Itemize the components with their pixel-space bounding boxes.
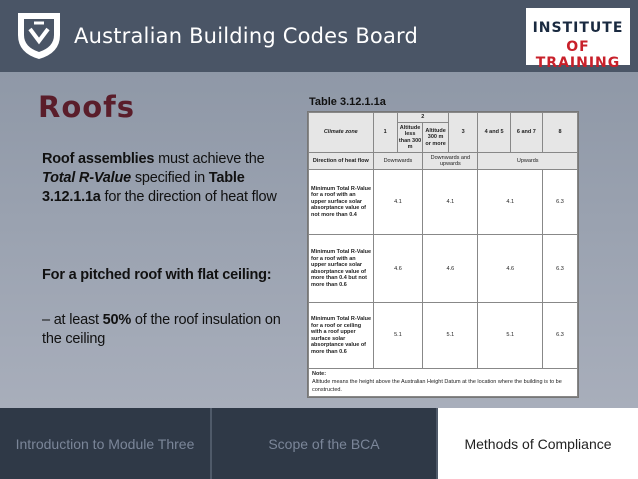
row-value: 4.6	[423, 235, 478, 303]
p3-bold: 50%	[102, 312, 132, 328]
abcb-logo-icon	[14, 9, 64, 61]
row-value: 6.3	[542, 169, 577, 234]
p1-text3: for the direction of heat flow	[100, 189, 277, 205]
note-title: Note:	[312, 371, 327, 378]
r-value-table-grid	[308, 112, 578, 397]
p1-bold: Roof assemblies	[42, 151, 155, 167]
row-label: Minimum Total R-Value for a roof with an upper surface solar absorptance value of more than 0.4 but not more than 0.6	[309, 235, 374, 303]
institute-of-training-badge	[526, 8, 630, 71]
p1-table-ref: Table 3.12.1.1a	[42, 170, 245, 205]
table-note	[309, 368, 578, 396]
row-value: 5.1	[478, 303, 543, 368]
table-note-row	[309, 368, 578, 396]
direction-upwards: Upwards	[478, 153, 578, 170]
badge-line-2: OF TRAINING	[535, 39, 621, 71]
zone-2a-header: Altitude less than 300 m	[397, 122, 423, 152]
row-value: 5.1	[373, 303, 423, 368]
direction-label: Direction of heat flow	[309, 153, 374, 170]
row-value: 4.1	[373, 169, 423, 234]
slide-title: Roofs	[38, 90, 136, 124]
slide-content	[0, 72, 638, 408]
zone-8-header: 8	[542, 113, 577, 153]
zone-2b-header: Altitude 300 m or more	[423, 122, 449, 152]
table-caption: Table 3.12.1.1a	[309, 96, 386, 108]
org-title: Australian Building Codes Board	[74, 24, 419, 48]
p3-dash: – at least	[42, 312, 103, 328]
direction-downwards: Downwards	[373, 153, 423, 170]
table-row	[309, 235, 578, 303]
header-bar	[0, 0, 638, 72]
row-value: 4.6	[478, 235, 543, 303]
direction-both: Downwards and upwards	[423, 153, 478, 170]
footer-nav	[0, 408, 638, 479]
zone-2-header: 2	[397, 113, 448, 123]
table-header-row	[309, 113, 578, 123]
direction-row	[309, 153, 578, 170]
roof-assemblies-paragraph	[42, 150, 297, 207]
note-text: Altitude means the height above the Australian Height Datum at the location where the building is to be constructed.	[312, 379, 562, 394]
badge-line-1: INSTITUTE	[532, 20, 624, 36]
row-value: 4.1	[478, 169, 543, 234]
p1-italic: Total R-Value	[42, 170, 131, 186]
zone-6-7-header: 6 and 7	[510, 113, 542, 153]
row-label: Minimum Total R-Value for a roof with an upper surface solar absorptance value of not more than 0.4	[309, 169, 374, 234]
p1-text2: specified in	[130, 170, 209, 186]
table-row	[309, 169, 578, 234]
row-value: 6.3	[542, 303, 577, 368]
insulation-paragraph	[42, 311, 292, 349]
nav-introduction[interactable]: Introduction to Module Three	[15, 435, 195, 452]
r-value-table	[307, 111, 579, 398]
pitched-roof-heading: For a pitched roof with flat ceiling:	[42, 267, 272, 283]
nav-methods-of-compliance[interactable]: Methods of Compliance	[438, 408, 638, 479]
climate-zone-header: Climate zone	[309, 113, 374, 153]
zone-3-header: 3	[448, 113, 478, 153]
row-value: 6.3	[542, 235, 577, 303]
p3-text: of the roof insulation on the ceiling	[42, 312, 281, 347]
table-row	[309, 303, 578, 368]
zone-1-header: 1	[373, 113, 397, 153]
row-label: Minimum Total R-Value for a roof or ceiling with a roof upper surface solar absorptance value of more than 0.6	[309, 303, 374, 368]
row-value: 4.6	[373, 235, 423, 303]
row-value: 4.1	[423, 169, 478, 234]
nav-scope[interactable]: Scope of the BCA	[268, 435, 380, 452]
zone-4-5-header: 4 and 5	[478, 113, 510, 153]
p1-text1: must achieve the	[154, 151, 265, 167]
row-value: 5.1	[423, 303, 478, 368]
